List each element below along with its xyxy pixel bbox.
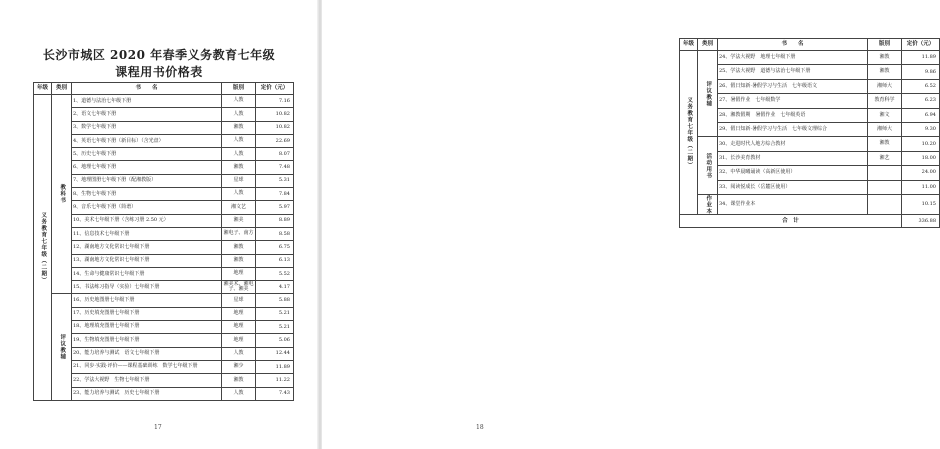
table-row	[680, 108, 940, 122]
book-edition: 湘艺	[868, 151, 902, 165]
table-row	[34, 227, 294, 240]
table-row	[680, 94, 940, 108]
book-price: 5.21	[256, 321, 294, 334]
header-grade: 年级	[680, 39, 698, 51]
book-edition: 湘少	[222, 360, 256, 373]
book-price: 24.00	[902, 166, 940, 180]
table-row	[34, 174, 294, 187]
book-price: 6.52	[902, 79, 940, 93]
header-edition: 版别	[868, 39, 902, 51]
book-price: 5.97	[256, 201, 294, 214]
page-number: 18	[476, 424, 484, 431]
table-row	[34, 254, 294, 267]
book-name: 8、生物七年级下册	[72, 188, 222, 201]
book-edition	[868, 180, 902, 194]
table-row	[34, 360, 294, 373]
book-edition: 湘美	[222, 214, 256, 227]
table-row	[34, 121, 294, 134]
book-edition	[868, 194, 902, 215]
book-edition: 湘师大	[868, 122, 902, 136]
header-category: 类别	[52, 83, 72, 95]
total-label: 合 计	[680, 215, 902, 228]
table-row	[680, 166, 940, 180]
table-row	[680, 151, 940, 165]
book-edition: 星球	[222, 294, 256, 307]
book-name: 2、语文七年级下册	[72, 108, 222, 121]
book-price: 6.13	[256, 254, 294, 267]
book-price: 5.88	[256, 294, 294, 307]
book-name: 12、湖南地方文化常识七年级下册	[72, 241, 222, 254]
book-name: 27、暑假作业 七年级数学	[718, 94, 868, 108]
book-name: 31、长沙美育教材	[718, 151, 868, 165]
book-edition: 湘美术、湘电子、湘美	[223, 280, 254, 293]
book-price: 10.82	[256, 121, 294, 134]
table-row	[680, 51, 940, 65]
book-edition: 湘教	[868, 137, 902, 151]
book-price: 18.00	[902, 151, 940, 165]
price-table-left	[33, 82, 294, 401]
book-name: 11、信息技术七年级下册	[72, 227, 222, 240]
book-name: 29、假日知新·暑假学习与生活 七年级文理综合	[718, 122, 868, 136]
table-row	[680, 180, 940, 194]
book-edition: 湘教	[222, 121, 256, 134]
header-book: 书 名	[72, 83, 222, 95]
table-row	[34, 374, 294, 387]
book-edition: 人教	[222, 387, 256, 400]
table-row	[34, 188, 294, 201]
table-row	[34, 161, 294, 174]
price-table-right	[679, 38, 940, 228]
book-name: 34、课堂作业本	[718, 194, 868, 215]
table-row	[680, 194, 940, 215]
right-page	[322, 0, 936, 449]
book-price: 7.16	[256, 95, 294, 108]
table-header-row	[680, 39, 940, 51]
book-name: 28、湘教假期 暑假作业 七年级英语	[718, 108, 868, 122]
header-price: 定价（元）	[256, 83, 294, 95]
total-row	[680, 215, 940, 228]
book-price: 10.15	[902, 194, 940, 215]
book-name: 10、美术七年级下册（含练习册 2.50 元）	[72, 214, 222, 227]
book-edition: 地理	[222, 321, 256, 334]
book-edition: 湘文艺	[222, 201, 256, 214]
book-edition: 湘教	[868, 65, 902, 79]
book-price: 6.75	[256, 241, 294, 254]
book-edition: 人教	[222, 347, 256, 360]
book-edition: 湘教	[868, 51, 902, 65]
table-row	[34, 334, 294, 347]
table-row	[680, 65, 940, 79]
book-price: 10.20	[902, 137, 940, 151]
header-price: 定价（元）	[902, 39, 940, 51]
table-row	[34, 108, 294, 121]
book-edition: 星球	[222, 174, 256, 187]
book-name: 5、历史七年级下册	[72, 148, 222, 161]
table-row	[34, 321, 294, 334]
table-row	[34, 214, 294, 227]
table-row	[680, 79, 940, 93]
book-price: 6.94	[902, 108, 940, 122]
left-page	[0, 0, 318, 449]
table-row	[34, 294, 294, 307]
book-name: 17、历史填充图册七年级下册	[72, 307, 222, 320]
book-price: 11.89	[256, 360, 294, 373]
book-edition: 人教	[222, 148, 256, 161]
book-name: 4、英语七年级下册（新目标）（含光盘）	[72, 134, 222, 147]
book-edition: 湘电子、南方	[222, 227, 256, 240]
book-price: 5.52	[256, 267, 294, 280]
book-price: 8.89	[256, 214, 294, 227]
category-cell: 活动用书	[698, 137, 718, 195]
book-name: 3、数学七年级下册	[72, 121, 222, 134]
book-name: 21、同步·实践·评价——课程基础训练 数学七年级下册	[72, 360, 222, 373]
book-name: 32、中华晨曦诵读（高新区使用）	[718, 166, 868, 180]
book-price: 7.84	[256, 188, 294, 201]
book-price: 7.43	[256, 387, 294, 400]
book-price: 10.82	[256, 108, 294, 121]
book-price: 11.22	[256, 374, 294, 387]
book-edition: 教育科学	[868, 94, 902, 108]
book-edition: 地理	[222, 307, 256, 320]
book-edition: 湘师大	[868, 79, 902, 93]
book-name: 23、能力培养与测试 历史七年级下册	[72, 387, 222, 400]
header-book: 书 名	[718, 39, 868, 51]
category-cell: 评议教辅	[52, 294, 72, 400]
book-edition	[868, 166, 902, 180]
header-category: 类别	[698, 39, 718, 51]
book-name: 7、地理图册七年级下册（配湘教版）	[72, 174, 222, 187]
page-number: 17	[154, 424, 162, 431]
book-price: 9.30	[902, 122, 940, 136]
book-name: 9、音乐七年级下册（简谱）	[72, 201, 222, 214]
book-name: 33、阅读悦成长（岳麓区使用）	[718, 180, 868, 194]
book-edition: 湘教	[222, 161, 256, 174]
table-row	[34, 307, 294, 320]
book-price: 4.17	[256, 281, 294, 294]
book-price: 8.07	[256, 148, 294, 161]
book-price: 9.86	[902, 65, 940, 79]
book-edition: 湘文	[868, 108, 902, 122]
table-row	[34, 148, 294, 161]
book-name: 24、学法大视野 地理七年级下册	[718, 51, 868, 65]
table-row	[34, 201, 294, 214]
book-edition: 湘教	[222, 241, 256, 254]
book-price: 12.44	[256, 347, 294, 360]
book-price: 5.06	[256, 334, 294, 347]
book-name: 6、地理七年级下册	[72, 161, 222, 174]
book-name: 16、历史地图册七年级下册	[72, 294, 222, 307]
book-price: 22.69	[256, 134, 294, 147]
book-name: 15、书法练习指导（实验）七年级下册	[72, 281, 222, 294]
table-row	[34, 347, 294, 360]
book-edition: 湘教	[222, 374, 256, 387]
table-row	[680, 137, 940, 151]
book-name: 26、假日知新·暑假学习与生活 七年级语文	[718, 79, 868, 93]
book-name: 1、道德与法治七年级下册	[72, 95, 222, 108]
book-price: 11.00	[902, 180, 940, 194]
book-edition: 地理	[222, 267, 256, 280]
book-name: 14、生命与健康常识七年级下册	[72, 267, 222, 280]
book-name: 13、湖南地方文化常识七年级下册	[72, 254, 222, 267]
book-edition: 人教	[222, 134, 256, 147]
book-name: 22、学法大视野 生物七年级下册	[72, 374, 222, 387]
book-edition: 地理	[222, 334, 256, 347]
book-price: 5.31	[256, 174, 294, 187]
book-name: 19、生物填充图册七年级下册	[72, 334, 222, 347]
book-edition: 人教	[222, 188, 256, 201]
book-edition: 湘教	[222, 254, 256, 267]
grade-cell: 义务教育七年级（二期）	[34, 95, 52, 401]
page-title: 长沙市城区 2020 年春季义务教育七年级	[42, 48, 276, 62]
header-grade: 年级	[34, 83, 52, 95]
book-name: 18、地理填充图册七年级下册	[72, 321, 222, 334]
table-row	[34, 241, 294, 254]
grade-cell: 义务教育七年级（二期）	[680, 51, 698, 215]
table-row	[34, 95, 294, 108]
table-header-row	[34, 83, 294, 95]
category-cell: 作业本	[698, 194, 718, 215]
table-row	[34, 281, 294, 294]
book-edition: 人教	[222, 95, 256, 108]
table-row	[680, 122, 940, 136]
page-subtitle: 课程用书价格表	[115, 65, 203, 79]
book-price: 11.89	[902, 51, 940, 65]
book-price: 5.21	[256, 307, 294, 320]
book-name: 30、走进时代人地方综合教材	[718, 137, 868, 151]
book-edition: 人教	[222, 108, 256, 121]
category-cell: 教科书	[52, 95, 72, 294]
table-row	[34, 267, 294, 280]
category-cell: 评议教辅	[698, 51, 718, 137]
table-row	[34, 134, 294, 147]
book-price: 8.58	[256, 227, 294, 240]
book-name: 25、学法大视野 道德与法治七年级下册	[718, 65, 868, 79]
book-price: 7.48	[256, 161, 294, 174]
total-value: 336.88	[902, 215, 940, 228]
book-name: 20、能力培养与测试 语文七年级下册	[72, 347, 222, 360]
table-row	[34, 387, 294, 400]
header-edition: 版别	[222, 83, 256, 95]
book-price: 6.23	[902, 94, 940, 108]
